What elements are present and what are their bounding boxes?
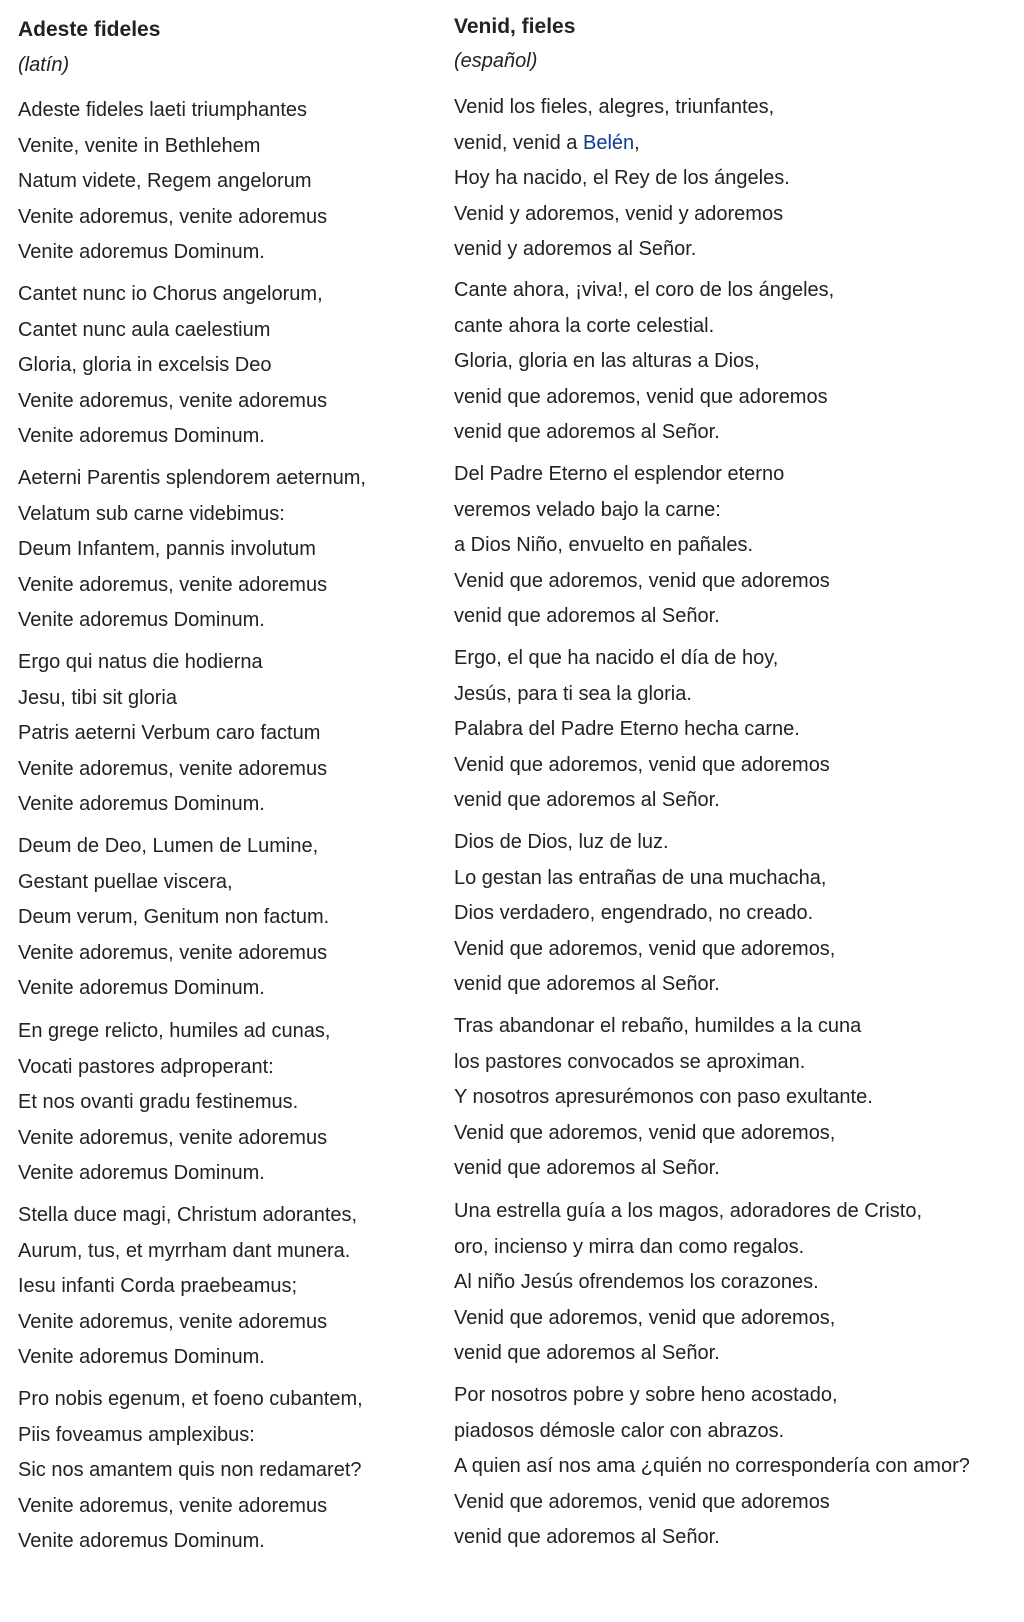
- verse-line: Aeterni Parentis splendorem aeternum,: [18, 467, 366, 489]
- verse-line: Jesu, tibi sit gloria: [18, 686, 177, 709]
- spanish-stanza-5: [454, 825, 835, 1003]
- verse-line: Cante ahora, ¡viva!, el coro de los ángeles,: [454, 279, 835, 301]
- latin-stanza-8: [18, 1382, 363, 1560]
- verse-line: Venite adoremus Dominum.: [18, 1162, 265, 1184]
- verse-line: Dios verdadero, engendrado, no creado.: [454, 902, 814, 924]
- verse-line: Venid que adoremos, venid que adoremos,: [454, 1306, 836, 1329]
- verse-line: piadosos démosle calor con abrazos.: [454, 1419, 785, 1442]
- verse-line: Iesu infanti Corda praebeamus;: [18, 1275, 298, 1297]
- verse-line: Cantet nunc io Chorus angelorum,: [18, 283, 323, 305]
- verse-line: Venite adoremus, venite adoremus: [18, 1310, 328, 1333]
- spanish-subtitle: (español): [454, 50, 538, 72]
- verse-line: Venite adoremus, venite adoremus: [18, 1494, 328, 1517]
- latin-stanza-6: [18, 1014, 330, 1192]
- verse-line: [454, 126, 790, 162]
- verse-line: Piis foveamus amplexibus:: [18, 1423, 255, 1446]
- verse-line: Venite adoremus, venite adoremus: [18, 573, 328, 596]
- verse-line: Dios de Dios, luz de luz.: [454, 831, 669, 853]
- verse-line: venid que adoremos al Señor.: [454, 421, 720, 443]
- verse-line: Venite, venite in Bethlehem: [18, 134, 261, 157]
- verse-line: Adeste fideles laeti triumphantes: [18, 99, 308, 121]
- spanish-stanza-3: [454, 457, 830, 635]
- verse-line: Venite adoremus Dominum.: [18, 793, 265, 815]
- verse-line: Venid que adoremos, venid que adoremos: [454, 753, 830, 776]
- verse-line: Una estrella guía a los magos, adoradores de Cristo,: [454, 1200, 923, 1222]
- verse-line: Stella duce magi, Christum adorantes,: [18, 1204, 358, 1226]
- verse-text: venid, venid a: [454, 131, 583, 154]
- verse-line: Et nos ovanti gradu festinemus.: [18, 1091, 299, 1113]
- verse-line: los pastores convocados se aproximan.: [454, 1050, 806, 1073]
- verse-line: venid que adoremos al Señor.: [454, 605, 720, 627]
- verse-line: oro, incienso y mirra dan como regalos.: [454, 1235, 805, 1258]
- verse-line: Deum Infantem, pannis involutum: [18, 538, 316, 560]
- verse-line: A quien así nos ama ¿quién no correspondería con amor?: [454, 1455, 970, 1477]
- verse-line: Del Padre Eterno el esplendor eterno: [454, 463, 785, 485]
- verse-line: Venite adoremus, venite adoremus: [18, 389, 328, 412]
- verse-line: venid que adoremos al Señor.: [454, 973, 720, 995]
- latin-title: Adeste fideles: [18, 18, 161, 41]
- verse-line: Natum videte, Regem angelorum: [18, 170, 312, 192]
- verse-line: Al niño Jesús ofrendemos los corazones.: [454, 1271, 819, 1293]
- verse-line: Venite adoremus, venite adoremus: [18, 205, 328, 228]
- verse-line: Venite adoremus Dominum.: [18, 609, 265, 631]
- verse-line: Venid los fieles, alegres, triunfantes,: [454, 96, 775, 118]
- verse-line: Ergo, el que ha nacido el día de hoy,: [454, 647, 779, 669]
- latin-stanza-1: [18, 93, 327, 271]
- verse-line: veremos velado bajo la carne:: [454, 498, 721, 521]
- verse-line: venid que adoremos, venid que adoremos: [454, 385, 828, 408]
- verse-line: Venite adoremus, venite adoremus: [18, 1126, 328, 1149]
- verse-line: Venite adoremus Dominum.: [18, 241, 265, 263]
- latin-stanza-2: [18, 277, 327, 455]
- latin-subtitle: (latín): [18, 54, 70, 76]
- verse-line: Venid que adoremos, venid que adoremos,: [454, 937, 836, 960]
- verse-line: Lo gestan las entrañas de una muchacha,: [454, 866, 827, 889]
- verse-line: Gloria, gloria en las alturas a Dios,: [454, 350, 760, 372]
- verse-line: Sic nos amantem quis non redamaret?: [18, 1459, 362, 1481]
- verse-line: venid que adoremos al Señor.: [454, 1342, 720, 1364]
- latin-stanza-4: [18, 645, 327, 823]
- verse-line: venid que adoremos al Señor.: [454, 1526, 720, 1548]
- verse-line: En grege relicto, humiles ad cunas,: [18, 1020, 331, 1042]
- verse-line: Venid que adoremos, venid que adoremos,: [454, 1121, 836, 1144]
- verse-line: venid que adoremos al Señor.: [454, 789, 720, 811]
- verse-line: Vocati pastores adproperant:: [18, 1055, 274, 1078]
- verse-line: Venite adoremus Dominum.: [18, 977, 265, 999]
- latin-stanza-7: [18, 1198, 357, 1376]
- verse-line: Y nosotros apresurémonos con paso exultante.: [454, 1086, 873, 1108]
- verse-line: Cantet nunc aula caelestium: [18, 318, 271, 341]
- spanish-stanza-4: [454, 641, 830, 819]
- verse-line: Hoy ha nacido, el Rey de los ángeles.: [454, 167, 790, 189]
- spanish-stanza-6: [454, 1009, 873, 1187]
- verse-line: Venid que adoremos, venid que adoremos: [454, 569, 830, 592]
- verse-line: Por nosotros pobre y sobre heno acostado,: [454, 1384, 838, 1406]
- verse-line: Venite adoremus Dominum.: [18, 1530, 265, 1552]
- verse-line: Venite adoremus Dominum.: [18, 425, 265, 447]
- verse-line: a Dios Niño, envuelto en pañales.: [454, 534, 754, 556]
- spanish-stanza-7: [454, 1194, 922, 1372]
- verse-line: venid que adoremos al Señor.: [454, 1157, 720, 1179]
- spanish-stanza-8: [454, 1378, 970, 1556]
- verse-line: Jesús, para ti sea la gloria.: [454, 682, 692, 705]
- verse-line: Deum verum, Genitum non factum.: [18, 906, 330, 928]
- spanish-stanza-2: [454, 273, 834, 451]
- latin-stanza-3: [18, 461, 366, 639]
- verse-line: Tras abandonar el rebaño, humildes a la cuna: [454, 1015, 862, 1037]
- verse-line: Gloria, gloria in excelsis Deo: [18, 354, 272, 376]
- verse-line: Palabra del Padre Eterno hecha carne.: [454, 718, 800, 740]
- verse-line: Velatum sub carne videbimus:: [18, 502, 285, 525]
- verse-line: Venite adoremus, venite adoremus: [18, 757, 328, 780]
- verse-line: Patris aeterni Verbum caro factum: [18, 722, 321, 744]
- verse-line: Gestant puellae viscera,: [18, 870, 233, 893]
- verse-line: Venid que adoremos, venid que adoremos: [454, 1490, 830, 1513]
- verse-line: Ergo qui natus die hodierna: [18, 651, 263, 673]
- latin-stanza-5: [18, 829, 329, 1007]
- spanish-title: Venid, fieles: [454, 15, 576, 38]
- verse-line: Aurum, tus, et myrrham dant munera.: [18, 1239, 351, 1262]
- belen-link[interactable]: Belén: [582, 131, 635, 154]
- verse-line: Venite adoremus, venite adoremus: [18, 941, 328, 964]
- verse-line: Venite adoremus Dominum.: [18, 1346, 265, 1368]
- verse-line: Pro nobis egenum, et foeno cubantem,: [18, 1388, 363, 1410]
- verse-line: Deum de Deo, Lumen de Lumine,: [18, 835, 319, 857]
- verse-line: venid y adoremos al Señor.: [454, 238, 697, 260]
- spanish-stanza-1: [454, 90, 790, 268]
- verse-text: ,: [634, 131, 640, 154]
- verse-line: Venid y adoremos, venid y adoremos: [454, 202, 784, 225]
- verse-line: cante ahora la corte celestial.: [454, 314, 715, 337]
